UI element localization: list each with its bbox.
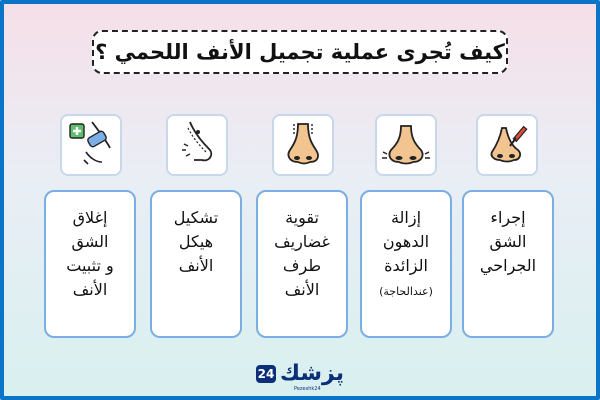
brand-badge: 24 bbox=[257, 367, 275, 381]
step-card-cartilage bbox=[256, 190, 348, 338]
step-line: تشكيل bbox=[173, 208, 219, 227]
step-line: الشق bbox=[489, 232, 527, 251]
nose-bandage-icon bbox=[60, 114, 122, 176]
nose-fat-removal-icon bbox=[375, 114, 437, 176]
step-card-incision bbox=[462, 190, 554, 338]
step-line: إغلاق bbox=[72, 208, 108, 227]
nose-shaping-icon bbox=[166, 114, 228, 176]
step-card-fat-removal bbox=[360, 190, 452, 338]
step-line: هيكل bbox=[178, 232, 214, 251]
step-card-shaping bbox=[150, 190, 242, 338]
step-card-closing bbox=[44, 190, 136, 338]
nose-cartilage-icon bbox=[272, 114, 334, 176]
step-line: الأنف bbox=[72, 280, 108, 299]
nose-scalpel-icon bbox=[476, 114, 538, 176]
brand-name: پزشك bbox=[279, 361, 344, 386]
step-line: الأنف bbox=[178, 256, 214, 275]
brand-subtitle: Pezeshk24 bbox=[294, 386, 321, 392]
page-title-text: كيف تُجرى عملية تجميل الأنف اللحمي ؟ bbox=[95, 40, 505, 64]
step-line: الجراحي bbox=[479, 256, 537, 275]
step-line: الزائدة bbox=[384, 256, 428, 275]
step-line: إجراء bbox=[490, 208, 526, 227]
step-note: (عندالحاجة) bbox=[379, 285, 433, 298]
step-line: إزالة bbox=[390, 208, 422, 227]
brand-logo bbox=[256, 356, 344, 392]
step-line: طرف bbox=[282, 256, 322, 275]
step-line: الأنف bbox=[284, 280, 320, 299]
step-line: و تثبيت bbox=[66, 256, 114, 275]
page-title bbox=[92, 30, 508, 74]
step-line: تقوية bbox=[285, 208, 319, 227]
step-line: غضاريف bbox=[274, 232, 330, 251]
step-line: الشق bbox=[71, 232, 109, 251]
step-line: الدهون bbox=[382, 232, 430, 251]
